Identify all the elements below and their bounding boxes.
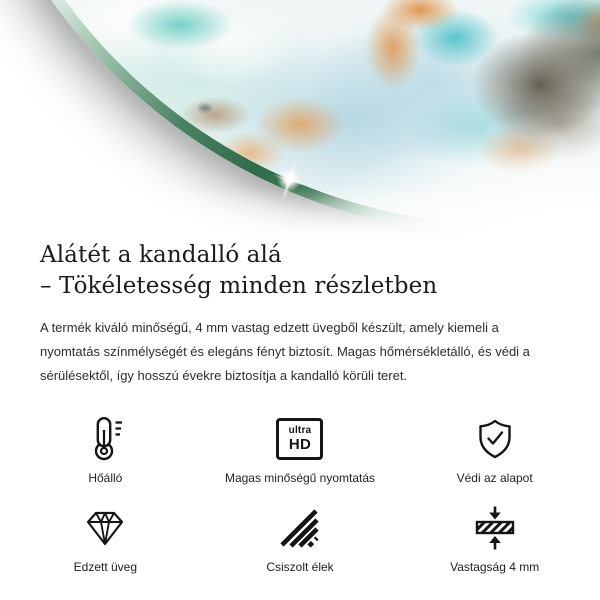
feature-label: Hőálló <box>88 471 123 485</box>
features-grid <box>0 414 600 574</box>
feature-label: Védi az alapot <box>456 471 533 485</box>
thermometer-icon <box>85 414 125 464</box>
page-title-line1: Alátét a kandalló alá <box>40 242 282 268</box>
page-title <box>0 240 600 302</box>
ultra-hd-text-bottom: HD <box>288 436 312 453</box>
shield-check-icon <box>475 414 515 464</box>
page-title-line2: – Tökéletesség minden részletben <box>40 273 438 299</box>
feature-polished-edges <box>203 503 398 574</box>
feature-label: Magas minőségű nyomtatás <box>224 471 376 485</box>
feature-label: Vastagság 4 mm <box>450 560 540 574</box>
feature-protects-base <box>397 414 592 485</box>
ultra-hd-text-top: ultra <box>288 425 312 436</box>
feature-label: Csiszolt élek <box>266 560 334 574</box>
feature-label: Edzett üveg <box>73 560 138 574</box>
feature-heat-resistant <box>8 414 203 485</box>
diamond-icon <box>84 503 126 553</box>
polished-edges-icon <box>279 503 321 553</box>
sparkle-core <box>274 165 304 195</box>
thickness-icon <box>474 503 516 553</box>
ultra-hd-icon <box>276 414 323 464</box>
feature-thickness <box>397 503 592 574</box>
product-description: A termék kiváló minőségű, 4 mm vastag edzett üvegből készült, amely kiemeli a nyomtatás színmélységét és elegáns fényt biztosít. Magas hőmérsékletálló, és védi a sérülésektől, így hosszú évekre biztosítja a kandalló körüli teret. <box>40 320 530 383</box>
ultra-hd-badge <box>276 418 323 460</box>
feature-print-quality <box>203 414 398 485</box>
product-image <box>0 0 600 240</box>
feature-tempered-glass <box>8 503 203 574</box>
